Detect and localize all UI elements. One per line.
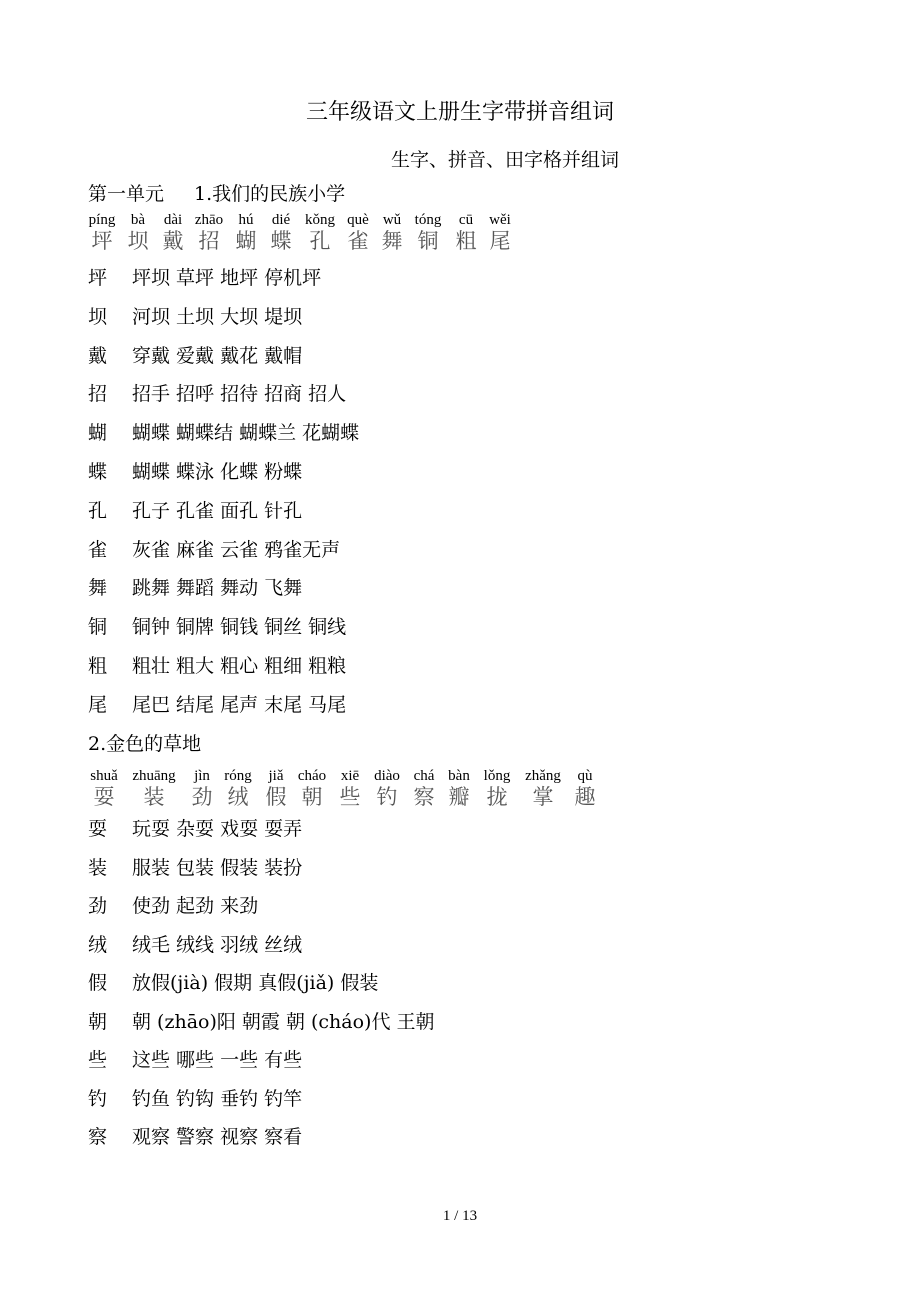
word-row bbox=[88, 969, 378, 997]
pinyin-text: hú bbox=[238, 212, 254, 228]
hanzi-character: 察 bbox=[413, 785, 435, 809]
pinyin-text: kǒng bbox=[305, 212, 335, 228]
row-character: 铜 bbox=[88, 616, 108, 639]
word-row bbox=[88, 536, 340, 564]
hanzi-character: 舞 bbox=[381, 229, 403, 253]
row-words: 观察 警察 视察 察看 bbox=[132, 1126, 303, 1148]
row-character: 蝴 bbox=[88, 422, 108, 445]
pinyin-text: bàn bbox=[448, 768, 470, 784]
row-character: 坝 bbox=[88, 305, 108, 328]
word-row bbox=[88, 303, 302, 331]
row-words: 钓鱼 钓钩 垂钓 钓竿 bbox=[132, 1087, 303, 1110]
word-row bbox=[88, 892, 258, 920]
row-character: 朝 bbox=[88, 1010, 108, 1033]
pinyin-text: píng bbox=[88, 212, 116, 228]
hanzi-character: 蝴 bbox=[235, 229, 257, 253]
row-character: 假 bbox=[88, 972, 108, 994]
hanzi-character: 拢 bbox=[486, 785, 508, 809]
word-row bbox=[88, 458, 302, 486]
row-words: 河坝 土坝 大坝 堤坝 bbox=[132, 305, 303, 328]
word-row bbox=[88, 264, 321, 292]
row-character: 些 bbox=[88, 1049, 108, 1071]
pinyin-text: lǒng bbox=[483, 768, 511, 784]
pinyin-text: tóng bbox=[414, 212, 442, 228]
row-character: 雀 bbox=[88, 538, 108, 561]
pinyin-character bbox=[555, 768, 615, 810]
unit-label: 第一单元 bbox=[88, 183, 165, 205]
row-character: 坪 bbox=[88, 267, 108, 289]
hanzi-character: 趣 bbox=[574, 785, 596, 809]
hanzi-character: 坝 bbox=[127, 229, 149, 253]
pinyin-character-row bbox=[88, 768, 888, 816]
pinyin-text: róng bbox=[224, 768, 252, 784]
page-subtitle: 生字、拼音、田字格并组词 bbox=[390, 149, 619, 171]
hanzi-character: 装 bbox=[143, 785, 165, 809]
hanzi-character: 尾 bbox=[489, 229, 511, 253]
row-words: 粗壮 粗大 粗心 粗细 粗粮 bbox=[132, 655, 347, 677]
row-words: 使劲 起劲 来劲 bbox=[132, 895, 259, 917]
word-row bbox=[88, 497, 302, 525]
pinyin-text: chá bbox=[413, 768, 435, 784]
pinyin-text: zhuāng bbox=[132, 768, 176, 784]
row-words: 放假(jià) 假期 真假(jiǎ) 假装 bbox=[132, 972, 379, 994]
row-words: 铜钟 铜牌 铜钱 铜丝 铜线 bbox=[132, 616, 347, 639]
row-character: 孔 bbox=[88, 499, 108, 522]
hanzi-character: 假 bbox=[265, 785, 287, 809]
hanzi-character: 戴 bbox=[162, 229, 184, 253]
row-words: 招手 招呼 招待 招商 招人 bbox=[132, 383, 347, 406]
lesson-title: 2.金色的草地 bbox=[88, 733, 202, 755]
word-row bbox=[88, 1085, 302, 1113]
row-words: 坪坝 草坪 地坪 停机坪 bbox=[132, 267, 322, 289]
pinyin-text: cū bbox=[458, 212, 474, 228]
row-words: 灰雀 麻雀 云雀 鸦雀无声 bbox=[132, 538, 341, 561]
word-row bbox=[88, 1008, 435, 1036]
row-words: 朝 (zhāo)阳 朝霞 朝 (cháo)代 王朝 bbox=[132, 1010, 435, 1033]
page-title: 三年级语文上册生字带拼音组词 bbox=[305, 100, 614, 125]
word-row bbox=[88, 1046, 302, 1074]
word-row bbox=[88, 1123, 302, 1151]
hanzi-character: 掌 bbox=[532, 785, 554, 809]
word-row bbox=[88, 613, 346, 641]
pinyin-text: zhāo bbox=[194, 212, 224, 228]
hanzi-character: 蝶 bbox=[270, 229, 292, 253]
row-words: 绒毛 绒线 羽绒 丝绒 bbox=[132, 933, 303, 956]
pinyin-text: shuǎ bbox=[90, 768, 118, 784]
row-character: 绒 bbox=[88, 933, 108, 956]
hanzi-character: 孔 bbox=[309, 229, 331, 253]
pinyin-character bbox=[470, 212, 530, 254]
pinyin-text: xiē bbox=[340, 768, 360, 784]
pinyin-text: què bbox=[347, 212, 369, 228]
word-row bbox=[88, 931, 302, 959]
pinyin-text: bà bbox=[130, 212, 146, 228]
row-words: 穿戴 爱戴 戴花 戴帽 bbox=[132, 344, 303, 367]
row-words: 玩耍 杂耍 戏耍 耍弄 bbox=[132, 818, 303, 840]
row-words: 蝴蝶 蝶泳 化蝶 粉蝶 bbox=[132, 461, 303, 483]
pinyin-text: wǔ bbox=[382, 212, 402, 228]
pinyin-text: jìn bbox=[194, 768, 210, 784]
hanzi-character: 招 bbox=[198, 229, 220, 253]
row-words: 孔子 孔雀 面孔 针孔 bbox=[132, 499, 303, 522]
word-row bbox=[88, 419, 359, 447]
hanzi-character: 坪 bbox=[91, 229, 113, 253]
pinyin-text: zhǎng bbox=[525, 768, 561, 784]
hanzi-character: 钓 bbox=[376, 785, 398, 809]
hanzi-character: 劲 bbox=[191, 785, 213, 809]
hanzi-character: 粗 bbox=[455, 229, 477, 253]
word-row bbox=[88, 342, 302, 370]
row-character: 尾 bbox=[88, 693, 108, 716]
pinyin-text: wěi bbox=[489, 212, 511, 228]
hanzi-character: 绒 bbox=[227, 785, 249, 809]
row-character: 耍 bbox=[88, 818, 108, 840]
row-character: 招 bbox=[88, 383, 108, 406]
row-character: 劲 bbox=[88, 895, 108, 917]
row-words: 这些 哪些 一些 有些 bbox=[132, 1049, 303, 1071]
pinyin-character-row bbox=[88, 212, 888, 260]
row-words: 尾巴 结尾 尾声 末尾 马尾 bbox=[132, 693, 347, 716]
hanzi-character: 朝 bbox=[301, 785, 323, 809]
hanzi-character: 铜 bbox=[417, 229, 439, 253]
hanzi-character: 耍 bbox=[93, 785, 115, 809]
row-words: 蝴蝶 蝴蝶结 蝴蝶兰 花蝴蝶 bbox=[132, 422, 360, 445]
row-words: 服装 包装 假装 装扮 bbox=[132, 856, 303, 879]
pinyin-text: jiǎ bbox=[268, 768, 284, 784]
hanzi-character: 瓣 bbox=[448, 785, 470, 809]
word-row bbox=[88, 691, 346, 719]
unit-heading bbox=[88, 180, 345, 208]
word-row bbox=[88, 815, 302, 843]
pinyin-text: cháo bbox=[297, 768, 327, 784]
row-character: 舞 bbox=[88, 577, 108, 600]
word-row bbox=[88, 854, 302, 882]
hanzi-character: 雀 bbox=[347, 229, 369, 253]
row-words: 跳舞 舞蹈 舞动 飞舞 bbox=[132, 577, 303, 600]
row-character: 戴 bbox=[88, 344, 108, 367]
row-character: 察 bbox=[88, 1126, 108, 1148]
row-character: 粗 bbox=[88, 655, 108, 677]
row-character: 钓 bbox=[88, 1087, 108, 1110]
pinyin-text: qù bbox=[577, 768, 593, 784]
pinyin-text: diào bbox=[374, 768, 400, 784]
pinyin-text: dài bbox=[163, 212, 183, 228]
word-row bbox=[88, 574, 302, 602]
row-character: 蝶 bbox=[88, 461, 108, 483]
pinyin-text: dié bbox=[271, 212, 291, 228]
word-row bbox=[88, 380, 346, 408]
lesson-title: 1.我们的民族小学 bbox=[194, 183, 346, 205]
hanzi-character: 些 bbox=[339, 785, 361, 809]
word-row bbox=[88, 652, 346, 680]
page-indicator: 1 / 13 bbox=[442, 1208, 478, 1224]
row-character: 装 bbox=[88, 856, 108, 879]
